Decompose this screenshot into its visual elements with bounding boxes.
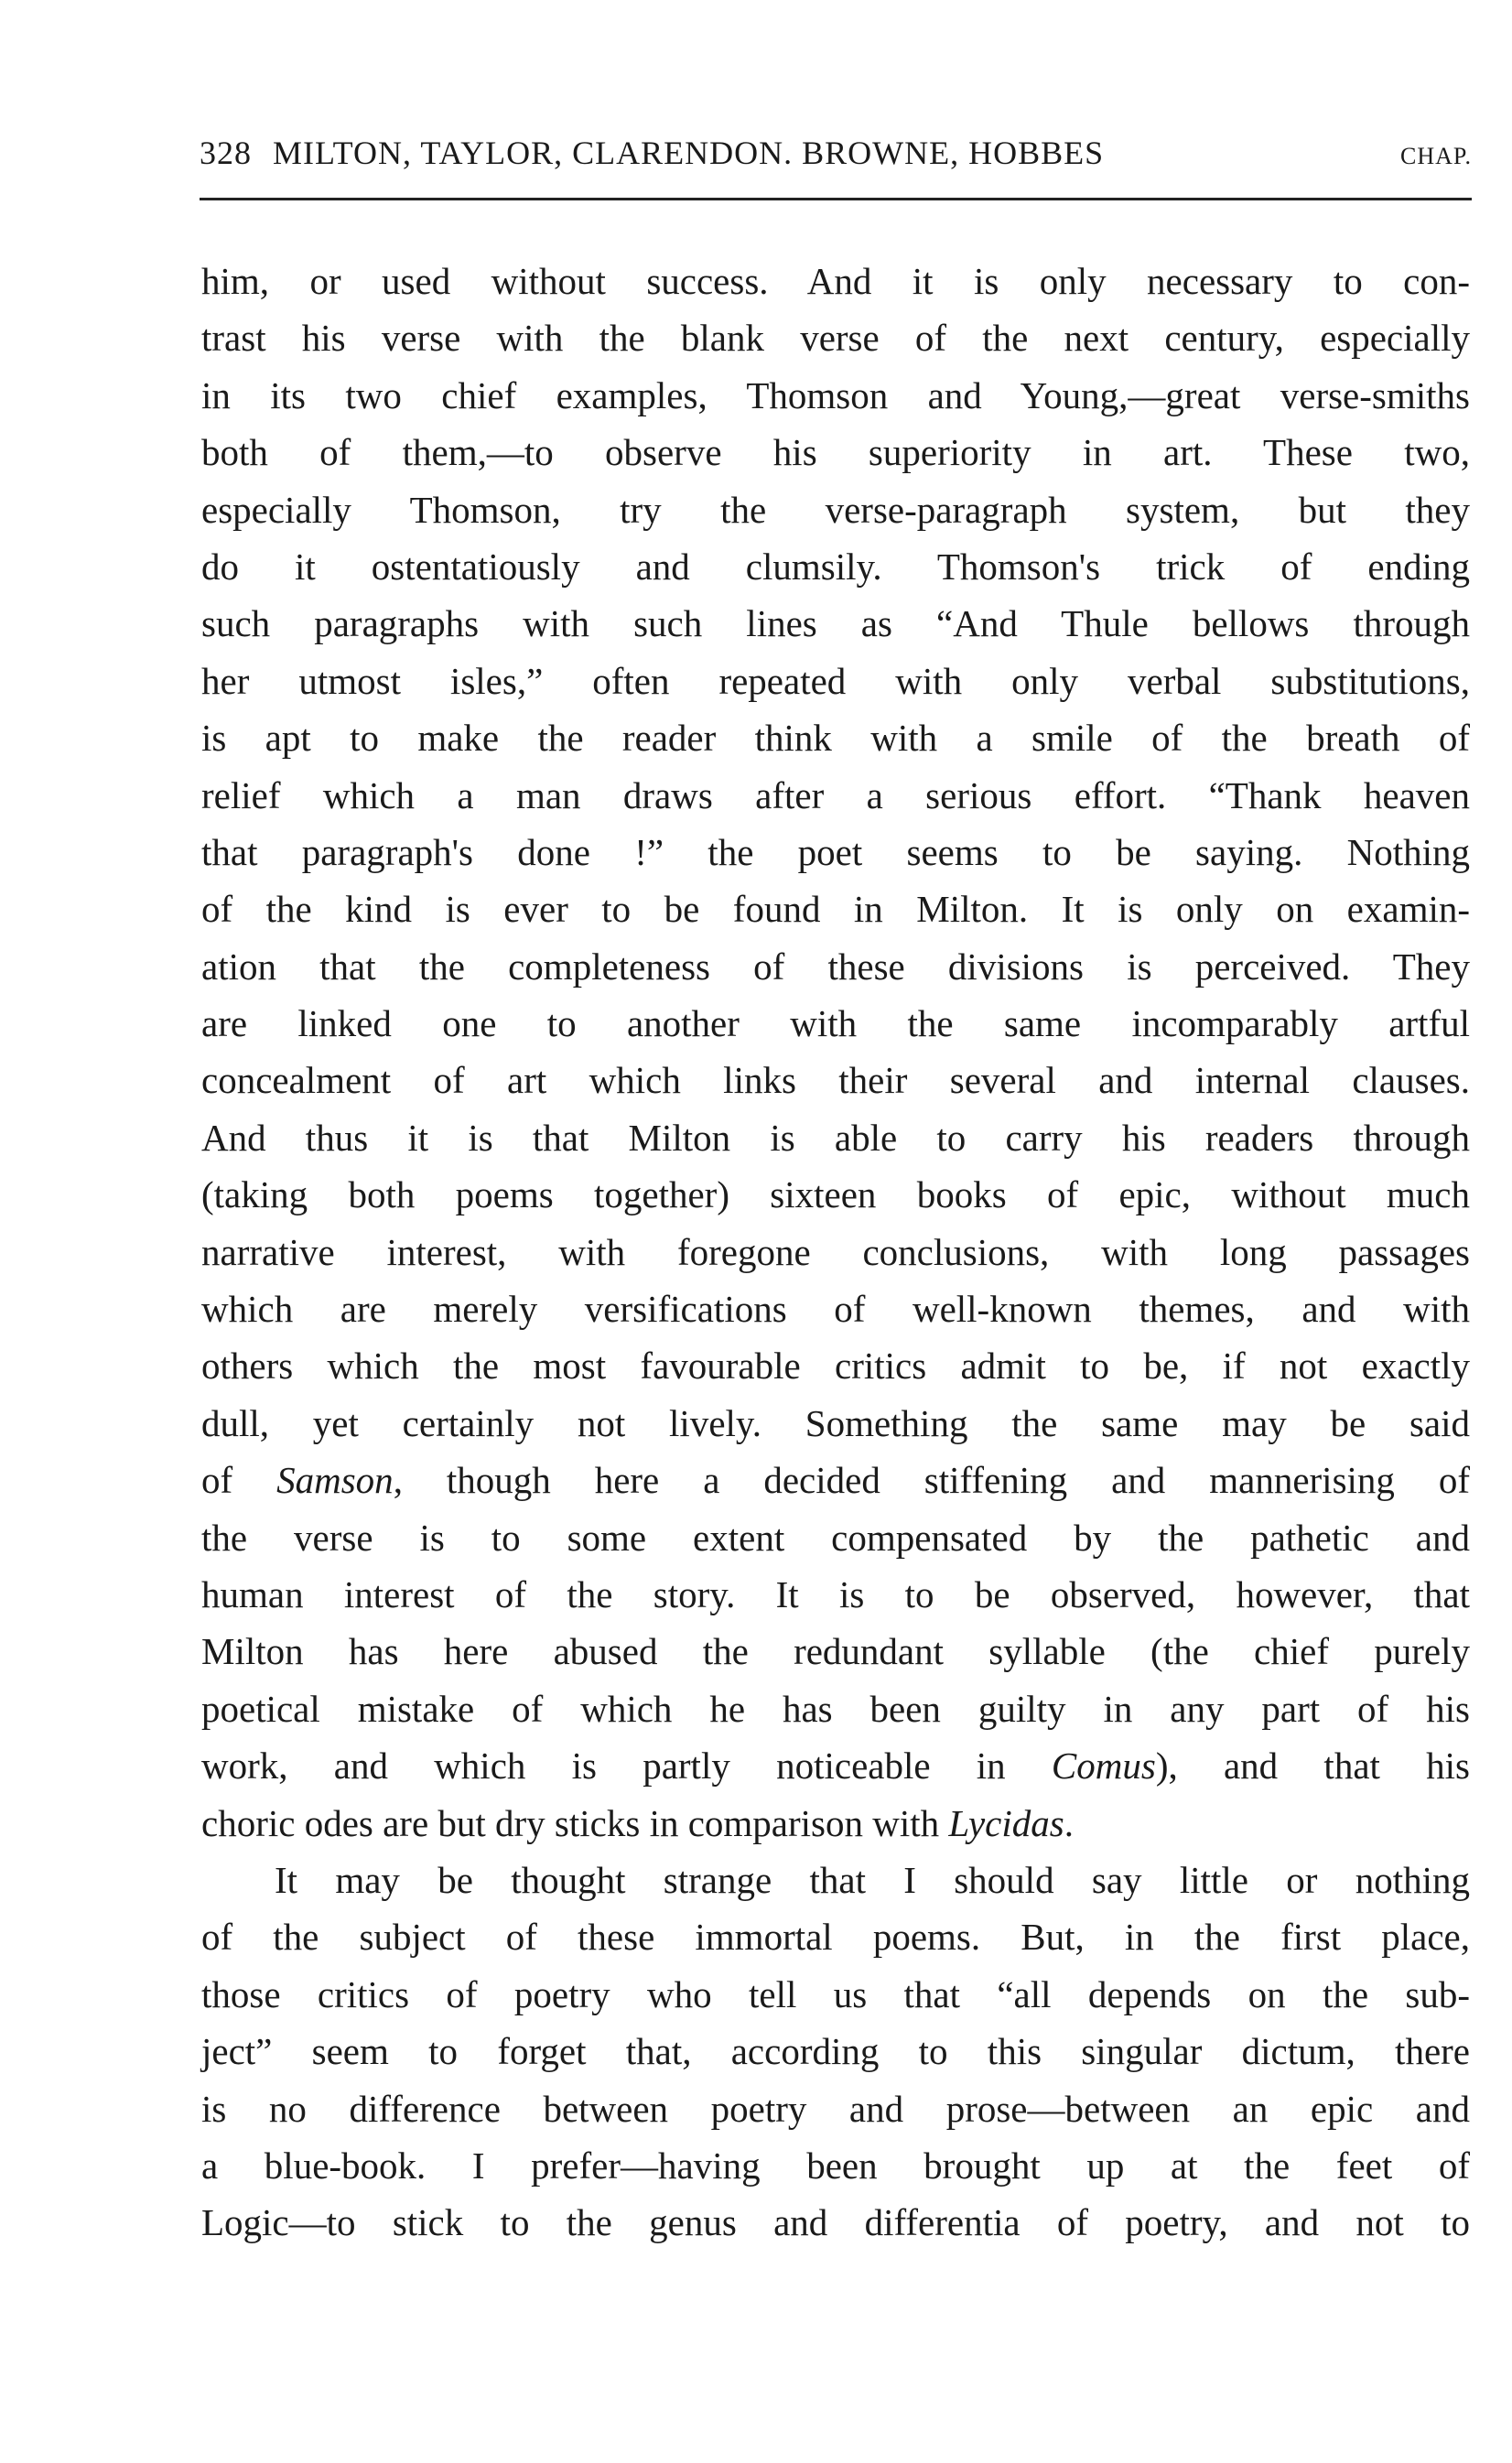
text-line bbox=[201, 1680, 1470, 1737]
text-line bbox=[201, 995, 1470, 1052]
text-line bbox=[201, 1852, 1470, 1908]
text-segment: in its two chief examples, Thomson and Young,—great verse-smiths bbox=[201, 373, 1470, 416]
text-line bbox=[201, 1052, 1470, 1108]
text-line bbox=[201, 1280, 1470, 1337]
text-line bbox=[201, 309, 1470, 366]
paragraph bbox=[201, 253, 1470, 1852]
text-segment: is apt to make the reader think with a smile of the breath of bbox=[201, 717, 1470, 760]
text-line bbox=[201, 653, 1470, 709]
text-line bbox=[201, 1566, 1470, 1623]
text-segment: both of them,—to observe his superiority in art. These two, bbox=[201, 431, 1470, 474]
text-segment: dull, yet certainly not lively. Something the same may be said bbox=[201, 1401, 1470, 1444]
text-line bbox=[201, 2023, 1470, 2080]
text-segment: , though here a decided stiffening and mannerising of bbox=[393, 1459, 1471, 1502]
text-line bbox=[201, 1737, 1470, 1794]
text-segment: choric odes are but dry sticks in comparison with bbox=[201, 1801, 949, 1844]
text-segment: ation that the completeness of these divisions is perceived. They bbox=[201, 945, 1470, 988]
text-segment: especially Thomson, try the verse-paragraph system, but they bbox=[201, 488, 1470, 531]
text-segment: her utmost isles,” often repeated with only verbal substitutions, bbox=[201, 659, 1470, 702]
italic-title: Samson bbox=[276, 1459, 394, 1502]
italic-title: Comus bbox=[1051, 1745, 1156, 1788]
text-line bbox=[201, 1795, 1470, 1852]
text-line bbox=[201, 2194, 1470, 2251]
text-segment: poetical mistake of which he has been guilty in any part of his bbox=[201, 1687, 1470, 1730]
text-segment: Milton has here abused the redundant syllable (the chief purely bbox=[201, 1630, 1470, 1673]
text-segment: the verse is to some extent compensated by the pathetic and bbox=[201, 1516, 1470, 1559]
text-line bbox=[201, 424, 1470, 481]
text-line bbox=[201, 538, 1470, 595]
text-segment: ), and that his bbox=[1155, 1745, 1470, 1788]
text-line bbox=[201, 1166, 1470, 1223]
text-line bbox=[201, 2080, 1470, 2137]
text-segment: (taking both poems together) sixteen books of epic, without much bbox=[201, 1173, 1470, 1216]
paragraph bbox=[201, 1852, 1470, 2252]
text-segment: trast his verse with the blank verse of the next century, especially bbox=[201, 317, 1470, 360]
text-segment: work, and which is partly noticeable in bbox=[201, 1745, 1052, 1788]
text-line bbox=[201, 481, 1470, 538]
text-segment: relief which a man draws after a serious effort. “Thank heaven bbox=[201, 773, 1470, 816]
text-segment: which are merely versifications of well-known themes, and with bbox=[201, 1288, 1470, 1331]
text-line bbox=[201, 880, 1470, 937]
text-line bbox=[201, 1509, 1470, 1566]
text-line bbox=[201, 709, 1470, 766]
text-segment: ject” seem to forget that, according to this singular dictum, there bbox=[201, 2030, 1470, 2073]
text-line bbox=[201, 1452, 1470, 1508]
text-segment: human interest of the story. It is to be observed, however, that bbox=[201, 1572, 1470, 1615]
text-line bbox=[201, 1908, 1470, 1965]
text-line bbox=[201, 938, 1470, 995]
text-line bbox=[201, 253, 1470, 309]
text-line bbox=[201, 1337, 1470, 1394]
text-line bbox=[201, 824, 1470, 880]
text-segment: Logic—to stick to the genus and differentia of poetry, and not to bbox=[201, 2201, 1470, 2244]
text-line bbox=[201, 1623, 1470, 1680]
text-line bbox=[201, 1395, 1470, 1452]
page-number: 328 bbox=[200, 135, 252, 171]
text-line bbox=[201, 1966, 1470, 2023]
page-body-text bbox=[201, 253, 1470, 2252]
text-segment: concealment of art which links their several and internal clauses. bbox=[201, 1059, 1470, 1102]
chapter-label: CHAP. bbox=[1400, 143, 1472, 169]
italic-title: Lycidas bbox=[948, 1801, 1064, 1844]
text-segment: of the kind is ever to be found in Milton. It is only on examin- bbox=[201, 888, 1470, 931]
text-segment: And thus it is that Milton is able to carry his readers through bbox=[201, 1116, 1470, 1159]
text-segment: are linked one to another with the same incomparably artful bbox=[201, 1002, 1470, 1045]
text-segment: a blue-book. I prefer—having been brought up at the feet of bbox=[201, 2144, 1470, 2187]
running-header bbox=[200, 134, 1472, 179]
text-line bbox=[201, 1109, 1470, 1166]
text-segment: It may be thought strange that I should say little or nothing bbox=[275, 1858, 1470, 1901]
text-segment: of bbox=[201, 1459, 277, 1502]
text-segment: such paragraphs with such lines as “And Thule bellows through bbox=[201, 602, 1470, 645]
text-line bbox=[201, 595, 1470, 652]
text-segment: him, or used without success. And it is only necessary to con- bbox=[201, 260, 1470, 302]
text-segment: . bbox=[1064, 1801, 1074, 1844]
text-segment: that paragraph's done !” the poet seems to be saying. Nothing bbox=[201, 830, 1470, 873]
text-segment: those critics of poetry who tell us that “all depends on the sub- bbox=[201, 1972, 1470, 2015]
text-line bbox=[201, 367, 1470, 424]
text-segment: is no difference between poetry and prose—between an epic and bbox=[201, 2087, 1470, 2130]
text-line bbox=[201, 1224, 1470, 1280]
running-head-title: MILTON, TAYLOR, CLARENDON. BROWNE, HOBBES bbox=[273, 135, 1105, 171]
text-segment: do it ostentatiously and clumsily. Thomson's trick of ending bbox=[201, 545, 1470, 588]
header-rule bbox=[200, 198, 1472, 200]
text-segment: narrative interest, with foregone conclusions, with long passages bbox=[201, 1230, 1470, 1273]
text-line bbox=[201, 2137, 1470, 2194]
text-segment: others which the most favourable critics admit to be, if not exactly bbox=[201, 1345, 1470, 1388]
text-line bbox=[201, 767, 1470, 824]
text-segment: of the subject of these immortal poems. But, in the first place, bbox=[201, 1916, 1470, 1959]
